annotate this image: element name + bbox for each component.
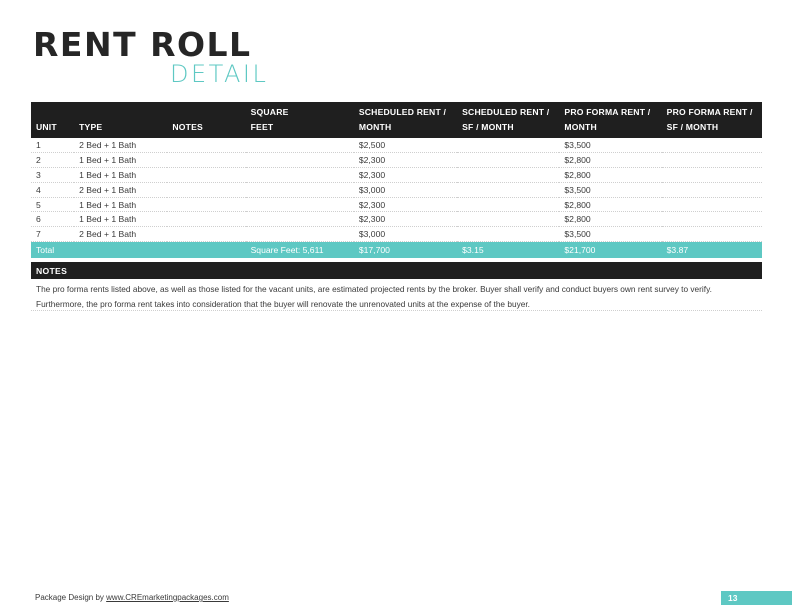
header-pro-forma-rent-sf-month: PRO FORMA RENT / SF / MONTH — [662, 102, 762, 138]
table-cell — [167, 138, 245, 153]
table-cell — [457, 138, 559, 153]
table-cell — [246, 138, 354, 153]
table-cell: $3,500 — [559, 138, 661, 153]
header-unit: UNIT — [31, 102, 74, 138]
table-cell: $3,000 — [354, 182, 457, 197]
table-cell — [167, 168, 245, 183]
table-row — [31, 138, 762, 153]
table-cell: 1 Bed + 1 Bath — [74, 197, 167, 212]
footer-prefix: Package Design by — [35, 593, 107, 602]
table-cell — [246, 227, 354, 242]
table-cell — [662, 182, 762, 197]
table-cell: $3,000 — [354, 227, 457, 242]
table-row — [31, 197, 762, 212]
table-cell — [457, 212, 559, 227]
header-scheduled-rent-sf-month: SCHEDULED RENT / SF / MONTH — [457, 102, 559, 138]
table-cell — [167, 212, 245, 227]
total-scheduled-rent-sf: $3.15 — [457, 242, 559, 258]
table-cell: 1 — [31, 138, 74, 153]
table-cell: 1 Bed + 1 Bath — [74, 212, 167, 227]
table-cell — [246, 182, 354, 197]
table-cell — [167, 182, 245, 197]
table-cell: 1 Bed + 1 Bath — [74, 153, 167, 168]
header-pro-forma-rent-month: PRO FORMA RENT / MONTH — [559, 102, 661, 138]
table-cell: 3 — [31, 168, 74, 183]
table-cell: 4 — [31, 182, 74, 197]
table-cell — [457, 168, 559, 183]
page-number: 13 — [721, 591, 792, 605]
table-cell — [246, 153, 354, 168]
table-cell: $2,300 — [354, 153, 457, 168]
footer-credit — [35, 593, 229, 602]
table-cell — [662, 168, 762, 183]
table-cell: 6 — [31, 212, 74, 227]
table-cell: 2 Bed + 1 Bath — [74, 182, 167, 197]
table-cell: 2 — [31, 153, 74, 168]
table-cell — [662, 227, 762, 242]
table-cell: 2 Bed + 1 Bath — [74, 138, 167, 153]
table-cell — [662, 138, 762, 153]
table-cell: $3,500 — [559, 227, 661, 242]
total-cell — [74, 242, 167, 258]
footer-link[interactable]: www.CREmarketingpackages.com — [106, 593, 229, 602]
page-title: RENT ROLL — [33, 25, 252, 64]
header-type: TYPE — [74, 102, 167, 138]
total-row — [31, 242, 762, 258]
table-cell: $2,300 — [354, 168, 457, 183]
total-pro-forma-rent: $21,700 — [559, 242, 661, 258]
table-cell: $2,800 — [559, 212, 661, 227]
page-subtitle: DETAIL — [170, 60, 269, 88]
total-cell — [167, 242, 245, 258]
table-cell — [662, 153, 762, 168]
table-cell — [457, 182, 559, 197]
table-cell — [167, 227, 245, 242]
table-cell: 1 Bed + 1 Bath — [74, 168, 167, 183]
total-square-feet: Square Feet: 5,611 — [246, 242, 354, 258]
table-cell — [662, 197, 762, 212]
table-cell: $2,500 — [354, 138, 457, 153]
header-scheduled-rent-month: SCHEDULED RENT / MONTH — [354, 102, 457, 138]
total-cell: Total — [31, 242, 74, 258]
table-cell — [167, 153, 245, 168]
header-notes: NOTES — [167, 102, 245, 138]
table-cell — [457, 197, 559, 212]
table-cell — [167, 197, 245, 212]
notes-text: The pro forma rents listed above, as well as those listed for the vacant units, are estimated projected rents by the broker. Buyer shall verify and conduct buyers own rent survey to verify. Furthermore, the pro forma rent takes into consideration that the buyer will renovate the unrenovated units at the expense of the buyer. — [36, 284, 712, 309]
table-cell: $2,800 — [559, 168, 661, 183]
table-cell: 7 — [31, 227, 74, 242]
table-cell: $2,300 — [354, 212, 457, 227]
table-cell: 2 Bed + 1 Bath — [74, 227, 167, 242]
header-square-feet: SQUARE FEET — [246, 102, 354, 138]
total-pro-forma-rent-sf: $3.87 — [662, 242, 762, 258]
rent-roll-table — [31, 102, 762, 258]
table-cell — [457, 153, 559, 168]
table-cell: $2,300 — [354, 197, 457, 212]
table-row — [31, 212, 762, 227]
table-row — [31, 153, 762, 168]
table-row — [31, 227, 762, 242]
table-row — [31, 182, 762, 197]
table-cell: $2,800 — [559, 197, 661, 212]
total-scheduled-rent: $17,700 — [354, 242, 457, 258]
table-cell — [662, 212, 762, 227]
table-cell: $2,800 — [559, 153, 661, 168]
table-row — [31, 168, 762, 183]
table-cell — [457, 227, 559, 242]
table-cell — [246, 197, 354, 212]
table-cell: $3,500 — [559, 182, 661, 197]
table-cell — [246, 168, 354, 183]
table-cell: 5 — [31, 197, 74, 212]
table-cell — [246, 212, 354, 227]
notes-heading: NOTES — [31, 262, 762, 279]
table-header-row — [31, 102, 762, 138]
notes-divider — [31, 310, 762, 311]
